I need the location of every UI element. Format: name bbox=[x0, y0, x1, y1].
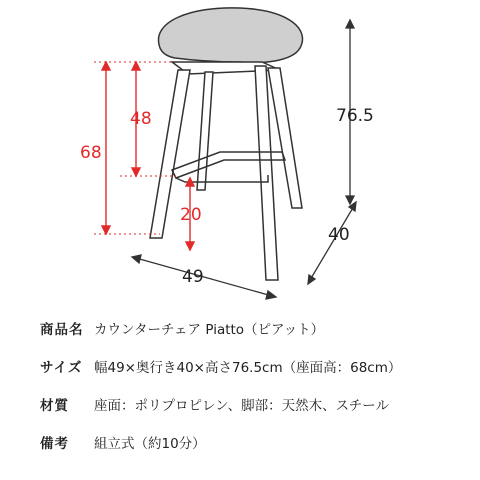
spec-value: 幅49×奥行き40×高さ76.5cm（座面高：68cm） bbox=[94, 360, 402, 376]
spec-key: 商品名 bbox=[40, 322, 84, 338]
spec-value: 組立式（約10分） bbox=[94, 436, 206, 452]
spec-row-product-name bbox=[40, 318, 470, 356]
stool-seat bbox=[158, 8, 302, 63]
footrest-height-label: 20 bbox=[180, 205, 202, 225]
spec-row-size bbox=[40, 356, 470, 394]
seat-height-label: 68 bbox=[80, 143, 102, 163]
spec-key: サイズ bbox=[40, 360, 83, 376]
seat-to-footrest-label: 48 bbox=[130, 109, 152, 129]
overall-height-label: 76.5 bbox=[336, 106, 374, 126]
spec-key: 材質 bbox=[40, 398, 69, 414]
spec-value: 座面：ポリプロピレン、脚部：天然木、スチール bbox=[94, 398, 390, 414]
spec-key: 備考 bbox=[40, 436, 69, 452]
spec-table bbox=[40, 318, 470, 470]
spec-row-notes bbox=[40, 432, 470, 470]
depth-label: 40 bbox=[328, 225, 350, 245]
spec-row-material bbox=[40, 394, 470, 432]
width-label: 49 bbox=[182, 267, 204, 287]
spec-value: カウンターチェア Piatto（ピアット） bbox=[94, 322, 325, 338]
